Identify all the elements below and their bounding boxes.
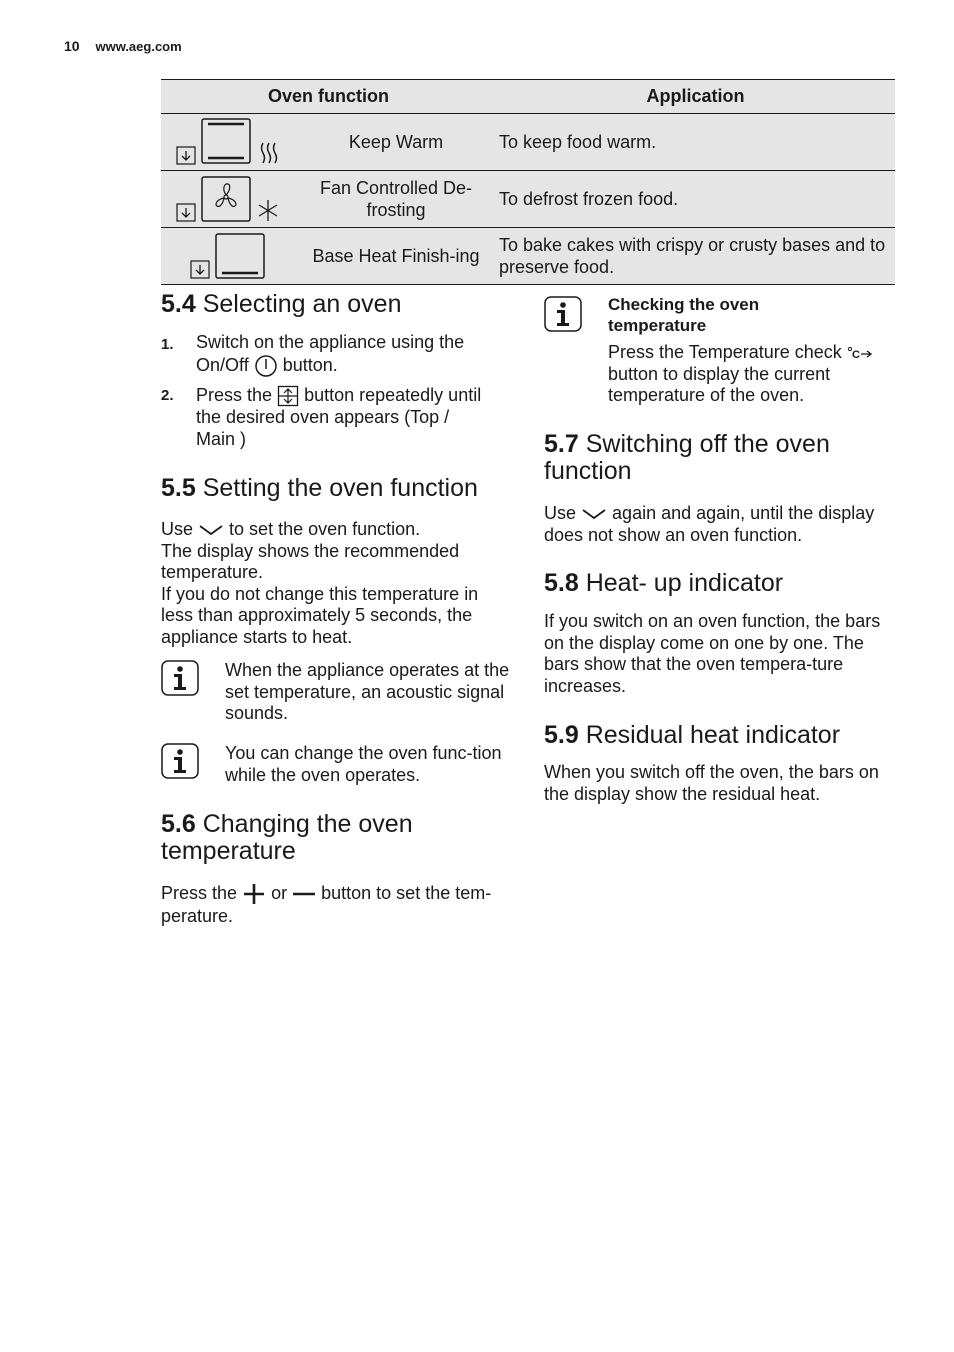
info-icon — [161, 743, 199, 779]
section-5-5-body — [161, 519, 511, 648]
column-header-oven-function: Oven function — [161, 80, 496, 114]
step-number: 2. — [161, 387, 174, 404]
info-icon — [544, 296, 582, 332]
fan-defrost-icon — [161, 171, 296, 227]
paragraph: Use to set the oven function. — [161, 519, 421, 539]
section-heading-5-4: 5.4 Selecting an oven — [161, 290, 402, 318]
note-text: You can change the oven func-tion while the oven operates. — [225, 743, 502, 785]
section-heading-5-5: 5.5 Setting the oven function — [161, 474, 478, 502]
step-text: Press the button repeatedly until the desired oven appears (Top / Main ) — [196, 385, 482, 449]
temperature-check-icon — [847, 346, 873, 360]
column-header-application: Application — [496, 80, 895, 114]
power-icon — [254, 354, 278, 378]
function-name: Keep Warm — [296, 114, 496, 171]
keep-warm-icon — [161, 114, 296, 170]
section-5-7-body: Use again and again, until the display does not show an oven function. — [544, 503, 875, 545]
info-note — [161, 660, 521, 730]
note-title: Checking the oven temperature — [608, 295, 760, 335]
website-url: www.aeg.com — [95, 39, 182, 54]
function-application: To keep food warm. — [496, 114, 895, 171]
table-row — [161, 171, 895, 228]
function-application: To bake cakes with crispy or crusty bases and to preserve food. — [496, 228, 895, 285]
step-number: 1. — [161, 336, 174, 353]
section-5-8-body: If you switch on an oven function, the bars on the display come on one by one. The bars show that the oven tempera-ture increases. — [544, 611, 881, 696]
function-name: Base Heat Finish-ing — [296, 228, 496, 285]
function-application: To defrost frozen food. — [496, 171, 895, 228]
note-text: When the appliance operates at the set temperature, an acoustic signal sounds. — [225, 660, 510, 723]
minus-icon — [292, 889, 316, 899]
base-heat-icon — [161, 228, 296, 284]
chevron-down-icon — [581, 507, 607, 521]
page-number: 10 — [64, 38, 80, 54]
section-5-6-body: Press the or button to set the tem- perature. — [161, 882, 492, 926]
table-row — [161, 114, 895, 171]
oven-function-table — [161, 79, 895, 285]
section-heading-5-9: 5.9 Residual heat indicator — [544, 721, 841, 749]
steps-list — [161, 332, 511, 452]
oven-select-icon — [277, 385, 299, 407]
paragraph: The display shows the recommended temperature. — [161, 540, 460, 582]
paragraph: If you do not change this temperature in less than approximately 5 seconds, the appliance starts to heat. — [161, 583, 479, 647]
section-heading-5-8: 5.8 Heat- up indicator — [544, 569, 784, 597]
info-note-checking-temperature — [544, 294, 896, 409]
function-name: Fan Controlled De-frosting — [296, 171, 496, 228]
chevron-down-icon — [198, 523, 224, 537]
svg-text:C: C — [851, 349, 860, 361]
plus-icon — [242, 882, 266, 906]
section-heading-5-6: 5.6 Changing the oven temperature — [161, 810, 413, 865]
section-5-9-body: When you switch off the oven, the bars on the display show the residual heat. — [544, 762, 879, 804]
section-heading-5-7: 5.7 Switching off the oven function — [544, 430, 830, 485]
info-icon — [161, 660, 199, 696]
info-note — [161, 743, 521, 793]
note-text: Press the Temperature check C button to display the current temperature of the oven. — [608, 342, 898, 407]
step-text: Switch on the appliance using the On/Off button. — [196, 332, 516, 378]
table-row — [161, 228, 895, 285]
page-header — [64, 38, 182, 54]
